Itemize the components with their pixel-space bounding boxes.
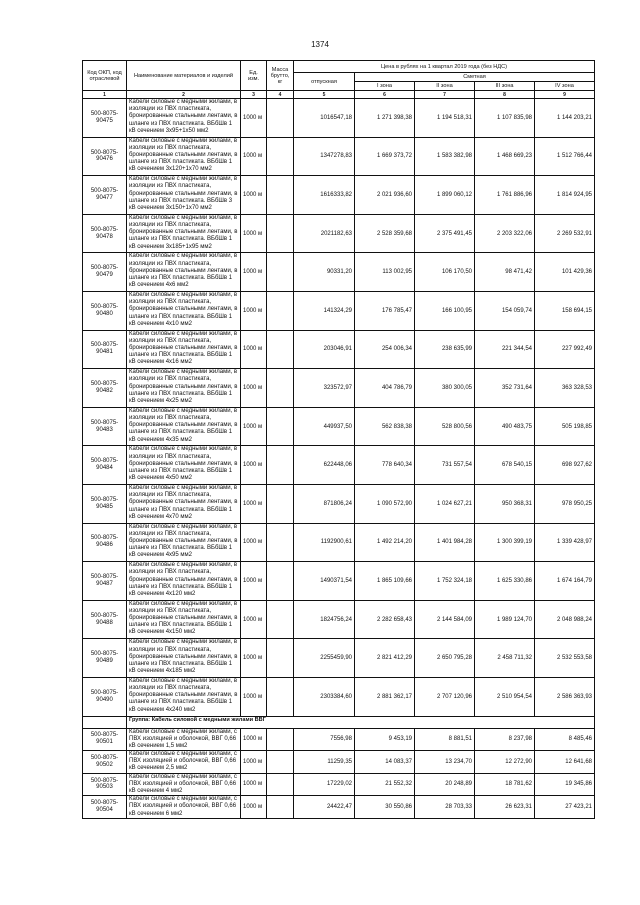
item-unit: 1000 м	[241, 176, 267, 215]
col-num: 5	[294, 91, 355, 99]
item-name: Кабели силовые с медными жилами, в изоляции из ПВХ пластиката, бронированные стальными лентами, в шланге из ПВХ пластиката. ВБбШв 1 кВ сечением 3х120+1х70 мм2	[127, 137, 241, 176]
item-code: 500-8075-90489	[83, 639, 127, 678]
item-unit: 1000 м	[241, 137, 267, 176]
item-release-price: 24422,47	[294, 796, 355, 819]
item-code: 500-8075-90504	[83, 796, 127, 819]
item-zone-4-price: 27 423,21	[535, 796, 595, 819]
item-zone-1-price: 2 021 936,60	[355, 176, 415, 215]
item-mass	[267, 253, 294, 292]
item-unit: 1000 м	[241, 728, 267, 751]
item-zone-3-price: 1 989 124,70	[475, 600, 535, 639]
item-code: 500-8075-90503	[83, 773, 127, 796]
item-release-price: 449937,50	[294, 407, 355, 446]
item-zone-4-price: 227 992,49	[535, 330, 595, 369]
item-zone-3-price: 678 540,15	[475, 446, 535, 485]
item-code: 500-8075-90482	[83, 369, 127, 408]
item-release-price: 622448,06	[294, 446, 355, 485]
col-num: 3	[241, 91, 267, 99]
table-row	[83, 639, 595, 678]
item-zone-2-price: 20 248,89	[415, 773, 475, 796]
col-num: 2	[127, 91, 241, 99]
item-release-price: 2303384,60	[294, 677, 355, 716]
table-row	[83, 562, 595, 601]
item-zone-1-price: 1 090 572,90	[355, 484, 415, 523]
item-zone-1-price: 2 821 412,29	[355, 639, 415, 678]
item-zone-3-price: 352 731,64	[475, 369, 535, 408]
item-mass	[267, 600, 294, 639]
item-code: 500-8075-90479	[83, 253, 127, 292]
item-unit: 1000 м	[241, 677, 267, 716]
item-name: Кабели силовые с медными жилами, в изоляции из ПВХ пластиката, бронированные стальными лентами, в шланге из ПВХ пластиката. ВБбШв 1 кВ сечением 4х35 мм2	[127, 407, 241, 446]
table-row	[83, 796, 595, 819]
item-zone-1-price: 254 006,34	[355, 330, 415, 369]
item-zone-2-price: 1 024 627,21	[415, 484, 475, 523]
item-zone-2-price: 1 583 382,98	[415, 137, 475, 176]
item-zone-1-price: 14 083,37	[355, 751, 415, 774]
item-unit: 1000 м	[241, 407, 267, 446]
item-release-price: 1192900,61	[294, 523, 355, 562]
item-zone-4-price: 2 048 988,24	[535, 600, 595, 639]
item-release-price: 1616333,82	[294, 176, 355, 215]
item-unit: 1000 м	[241, 600, 267, 639]
table-row	[83, 330, 595, 369]
table-row	[83, 369, 595, 408]
item-name: Кабели силовые с медными жилами, в изоляции из ПВХ пластиката, бронированные стальными лентами, в шланге из ПВХ пластиката. ВБбШв 1 кВ сечением 4х150 мм2	[127, 600, 241, 639]
item-unit: 1000 м	[241, 562, 267, 601]
item-zone-4-price: 2 586 363,93	[535, 677, 595, 716]
item-mass	[267, 291, 294, 330]
item-release-price: 2255459,90	[294, 639, 355, 678]
item-name: Кабели силовые с медными жилами, в изоляции из ПВХ пластиката, бронированные стальными лентами, в шланге из ПВХ пластиката. ВБбШв 1 кВ сечением 4х25 мм2	[127, 369, 241, 408]
item-release-price: 2021182,63	[294, 214, 355, 253]
item-name: Кабели силовые с медными жилами, в изоляции из ПВХ пластиката, бронированные стальными лентами, в шланге из ПВХ пластиката. ВБбШв 1 кВ сечением 4х120 мм2	[127, 562, 241, 601]
group-row	[83, 716, 595, 728]
item-unit: 1000 м	[241, 639, 267, 678]
table-row	[83, 523, 595, 562]
item-name: Кабели силовые с медными жилами, с ПВХ изоляцией и оболочкой, ВВГ 0,66 кВ сечением 2,5 мм2	[127, 751, 241, 774]
item-unit: 1000 м	[241, 796, 267, 819]
item-name: Кабели силовые с медными жилами, с ПВХ изоляцией и оболочкой, ВВГ 0,66 кВ сечением 1,5 мм2	[127, 728, 241, 751]
item-zone-2-price: 1 752 324,18	[415, 562, 475, 601]
item-code: 500-8075-90501	[83, 728, 127, 751]
item-zone-2-price: 2 650 795,28	[415, 639, 475, 678]
item-zone-1-price: 778 640,34	[355, 446, 415, 485]
item-zone-2-price: 2 144 584,09	[415, 600, 475, 639]
item-name: Кабели силовые с медными жилами, в изоляции из ПВХ пластиката, бронированные стальными лентами, в шланге из ПВХ пластиката. ВБбШв 1 кВ сечением 3х95+1х50 мм2	[127, 99, 241, 138]
item-mass	[267, 176, 294, 215]
item-mass	[267, 562, 294, 601]
item-code: 500-8075-90488	[83, 600, 127, 639]
item-code: 500-8075-90484	[83, 446, 127, 485]
table-row	[83, 214, 595, 253]
header-zone-4: IV зона	[535, 82, 595, 91]
item-code: 500-8075-90481	[83, 330, 127, 369]
item-mass	[267, 214, 294, 253]
header-mass: Масса брутто, кг	[267, 61, 294, 91]
item-zone-2-price: 2 375 491,45	[415, 214, 475, 253]
group-code-cell	[83, 716, 127, 728]
item-zone-4-price: 1 339 428,97	[535, 523, 595, 562]
item-zone-4-price: 1 674 164,79	[535, 562, 595, 601]
item-mass	[267, 796, 294, 819]
item-release-price: 871806,24	[294, 484, 355, 523]
item-code: 500-8075-90485	[83, 484, 127, 523]
item-mass	[267, 677, 294, 716]
item-mass	[267, 369, 294, 408]
item-unit: 1000 м	[241, 214, 267, 253]
header-name: Наименование материалов и изделий	[127, 61, 241, 91]
item-code: 500-8075-90502	[83, 751, 127, 774]
col-num: 7	[415, 91, 475, 99]
col-num: 9	[535, 91, 595, 99]
page-number: 1374	[311, 40, 329, 49]
price-table	[82, 60, 595, 819]
header-release: отпускная	[294, 73, 355, 91]
item-release-price: 323572,97	[294, 369, 355, 408]
item-zone-3-price: 2 510 954,54	[475, 677, 535, 716]
item-zone-4-price: 1 512 766,44	[535, 137, 595, 176]
item-zone-4-price: 505 198,85	[535, 407, 595, 446]
item-release-price: 1824756,24	[294, 600, 355, 639]
item-name: Кабели силовые с медными жилами, в изоляции из ПВХ пластиката, бронированные стальными лентами, в шланге из ПВХ пластиката. ВБбШв 1 кВ сечением 3х185+1х95 мм2	[127, 214, 241, 253]
item-mass	[267, 728, 294, 751]
item-zone-2-price: 1 899 060,12	[415, 176, 475, 215]
item-zone-4-price: 1 144 203,21	[535, 99, 595, 138]
item-zone-2-price: 13 234,70	[415, 751, 475, 774]
table-row	[83, 137, 595, 176]
item-zone-3-price: 2 203 322,06	[475, 214, 535, 253]
item-mass	[267, 523, 294, 562]
item-zone-4-price: 101 429,36	[535, 253, 595, 292]
item-zone-4-price: 19 345,86	[535, 773, 595, 796]
item-name: Кабели силовые с медными жилами, с ПВХ изоляцией и оболочкой, ВВГ 0,66 кВ сечением 6 мм2	[127, 796, 241, 819]
item-zone-3-price: 26 623,31	[475, 796, 535, 819]
item-name: Кабели силовые с медными жилами, с ПВХ изоляцией и оболочкой, ВВГ 0,66 кВ сечением 4 мм2	[127, 773, 241, 796]
item-unit: 1000 м	[241, 484, 267, 523]
table-row	[83, 446, 595, 485]
item-zone-4-price: 1 814 924,95	[535, 176, 595, 215]
table-row	[83, 291, 595, 330]
table-row	[83, 253, 595, 292]
item-mass	[267, 773, 294, 796]
item-mass	[267, 639, 294, 678]
item-zone-1-price: 1 865 109,66	[355, 562, 415, 601]
item-zone-1-price: 562 838,38	[355, 407, 415, 446]
item-zone-3-price: 98 471,42	[475, 253, 535, 292]
header-unit: Ед. изм.	[241, 61, 267, 91]
item-release-price: 1347278,83	[294, 137, 355, 176]
item-zone-3-price: 8 237,98	[475, 728, 535, 751]
item-release-price: 1490371,54	[294, 562, 355, 601]
item-zone-1-price: 404 786,79	[355, 369, 415, 408]
item-zone-3-price: 12 272,90	[475, 751, 535, 774]
item-unit: 1000 м	[241, 291, 267, 330]
item-name: Кабели силовые с медными жилами, в изоляции из ПВХ пластиката, бронированные стальными лентами, в шланге из ПВХ пластиката. ВБбШв 1 кВ сечением 4х240 мм2	[127, 677, 241, 716]
header-code: Код ОКП, код отраслевой	[83, 61, 127, 91]
item-code: 500-8075-90490	[83, 677, 127, 716]
col-num: 1	[83, 91, 127, 99]
item-zone-3-price: 950 368,31	[475, 484, 535, 523]
header-estimated: Сметная	[355, 73, 595, 82]
item-zone-1-price: 1 669 373,72	[355, 137, 415, 176]
item-unit: 1000 м	[241, 446, 267, 485]
item-release-price: 1016547,18	[294, 99, 355, 138]
item-zone-4-price: 978 950,25	[535, 484, 595, 523]
item-zone-1-price: 21 552,32	[355, 773, 415, 796]
item-zone-3-price: 490 483,75	[475, 407, 535, 446]
item-code: 500-8075-90478	[83, 214, 127, 253]
item-unit: 1000 м	[241, 773, 267, 796]
item-release-price: 7556,98	[294, 728, 355, 751]
item-unit: 1000 м	[241, 523, 267, 562]
table-row	[83, 773, 595, 796]
item-release-price: 141324,29	[294, 291, 355, 330]
header-zone-2: II зона	[415, 82, 475, 91]
item-name: Кабели силовые с медными жилами, в изоляции из ПВХ пластиката, бронированные стальными лентами, в шланге из ПВХ пластиката. ВБбШв 1 кВ сечением 4х185 мм2	[127, 639, 241, 678]
col-num: 4	[267, 91, 294, 99]
item-release-price: 17229,02	[294, 773, 355, 796]
item-code: 500-8075-90486	[83, 523, 127, 562]
item-name: Кабели силовые с медными жилами, в изоляции из ПВХ пластиката, бронированные стальными лентами, в шланге из ПВХ пластиката. ВБбШв 3 кВ сечением 3х150+1х70 мм2	[127, 176, 241, 215]
item-mass	[267, 484, 294, 523]
col-num: 6	[355, 91, 415, 99]
item-zone-4-price: 12 641,68	[535, 751, 595, 774]
item-zone-2-price: 238 635,99	[415, 330, 475, 369]
item-zone-3-price: 1 107 835,98	[475, 99, 535, 138]
group-label: Группа: Кабель силовой с медными жилами ВВГ	[127, 716, 595, 728]
item-zone-4-price: 158 694,15	[535, 291, 595, 330]
item-unit: 1000 м	[241, 99, 267, 138]
item-zone-1-price: 2 528 359,68	[355, 214, 415, 253]
table-row	[83, 407, 595, 446]
item-zone-2-price: 106 170,50	[415, 253, 475, 292]
item-unit: 1000 м	[241, 330, 267, 369]
item-zone-2-price: 528 800,56	[415, 407, 475, 446]
table-row	[83, 751, 595, 774]
item-zone-4-price: 8 485,46	[535, 728, 595, 751]
column-numbers-row	[83, 91, 595, 99]
item-zone-3-price: 1 625 330,86	[475, 562, 535, 601]
item-mass	[267, 751, 294, 774]
table-row	[83, 677, 595, 716]
item-code: 500-8075-90476	[83, 137, 127, 176]
item-code: 500-8075-90480	[83, 291, 127, 330]
table-row	[83, 99, 595, 138]
item-zone-2-price: 1 401 984,28	[415, 523, 475, 562]
item-mass	[267, 446, 294, 485]
table-row	[83, 484, 595, 523]
item-name: Кабели силовые с медными жилами, в изоляции из ПВХ пластиката, бронированные стальными лентами, в шланге из ПВХ пластиката. ВБбШв 1 кВ сечением 4х70 мм2	[127, 484, 241, 523]
item-zone-2-price: 2 707 120,96	[415, 677, 475, 716]
item-zone-1-price: 30 550,86	[355, 796, 415, 819]
item-unit: 1000 м	[241, 253, 267, 292]
item-zone-1-price: 2 881 362,17	[355, 677, 415, 716]
table-row	[83, 176, 595, 215]
item-unit: 1000 м	[241, 369, 267, 408]
item-zone-4-price: 2 269 532,91	[535, 214, 595, 253]
item-zone-1-price: 9 453,19	[355, 728, 415, 751]
header-zone-3: III зона	[475, 82, 535, 91]
item-code: 500-8075-90477	[83, 176, 127, 215]
item-code: 500-8075-90483	[83, 407, 127, 446]
item-name: Кабели силовые с медными жилами, в изоляции из ПВХ пластиката, бронированные стальными лентами, в шланге из ПВХ пластиката. ВБбШв 1 кВ сечением 4х10 мм2	[127, 291, 241, 330]
item-zone-2-price: 380 300,05	[415, 369, 475, 408]
item-code: 500-8075-90475	[83, 99, 127, 138]
item-zone-3-price: 1 300 399,19	[475, 523, 535, 562]
item-zone-3-price: 1 468 669,23	[475, 137, 535, 176]
item-zone-3-price: 154 059,74	[475, 291, 535, 330]
item-zone-3-price: 2 458 711,32	[475, 639, 535, 678]
header-zone-1: I зона	[355, 82, 415, 91]
item-name: Кабели силовые с медными жилами, в изоляции из ПВХ пластиката, бронированные стальными лентами, в шланге из ПВХ пластиката. ВБбШв 1 кВ сечением 4х6 мм2	[127, 253, 241, 292]
item-zone-4-price: 2 532 553,58	[535, 639, 595, 678]
item-zone-2-price: 731 557,54	[415, 446, 475, 485]
item-mass	[267, 99, 294, 138]
col-num: 8	[475, 91, 535, 99]
item-name: Кабели силовые с медными жилами, в изоляции из ПВХ пластиката, бронированные стальными лентами, в шланге из ПВХ пластиката. ВБбШв 1 кВ сечением 4х50 мм2	[127, 446, 241, 485]
header-price-title: Цена в рублях на 1 квартал 2019 года (без НДС)	[294, 61, 595, 73]
table-row	[83, 600, 595, 639]
item-release-price: 90331,20	[294, 253, 355, 292]
item-release-price: 203046,91	[294, 330, 355, 369]
item-release-price: 11259,35	[294, 751, 355, 774]
item-zone-4-price: 698 927,62	[535, 446, 595, 485]
item-zone-1-price: 113 002,95	[355, 253, 415, 292]
item-zone-1-price: 176 785,47	[355, 291, 415, 330]
item-name: Кабели силовые с медными жилами, в изоляции из ПВХ пластиката, бронированные стальными лентами, в шланге из ПВХ пластиката. ВБбШв 1 кВ сечением 4х16 мм2	[127, 330, 241, 369]
item-zone-1-price: 1 492 214,20	[355, 523, 415, 562]
item-mass	[267, 407, 294, 446]
item-name: Кабели силовые с медными жилами, в изоляции из ПВХ пластиката, бронированные стальными лентами, в шланге из ПВХ пластиката. ВБбШв 1 кВ сечением 4х95 мм2	[127, 523, 241, 562]
item-zone-2-price: 166 100,95	[415, 291, 475, 330]
item-zone-2-price: 1 194 518,31	[415, 99, 475, 138]
item-zone-3-price: 1 761 886,96	[475, 176, 535, 215]
item-zone-2-price: 8 881,51	[415, 728, 475, 751]
item-zone-3-price: 18 781,62	[475, 773, 535, 796]
item-zone-2-price: 28 703,33	[415, 796, 475, 819]
item-unit: 1000 м	[241, 751, 267, 774]
item-mass	[267, 137, 294, 176]
item-code: 500-8075-90487	[83, 562, 127, 601]
item-zone-1-price: 2 282 658,43	[355, 600, 415, 639]
table-row	[83, 728, 595, 751]
item-zone-4-price: 363 328,53	[535, 369, 595, 408]
item-zone-1-price: 1 271 398,38	[355, 99, 415, 138]
item-zone-3-price: 221 344,54	[475, 330, 535, 369]
item-mass	[267, 330, 294, 369]
